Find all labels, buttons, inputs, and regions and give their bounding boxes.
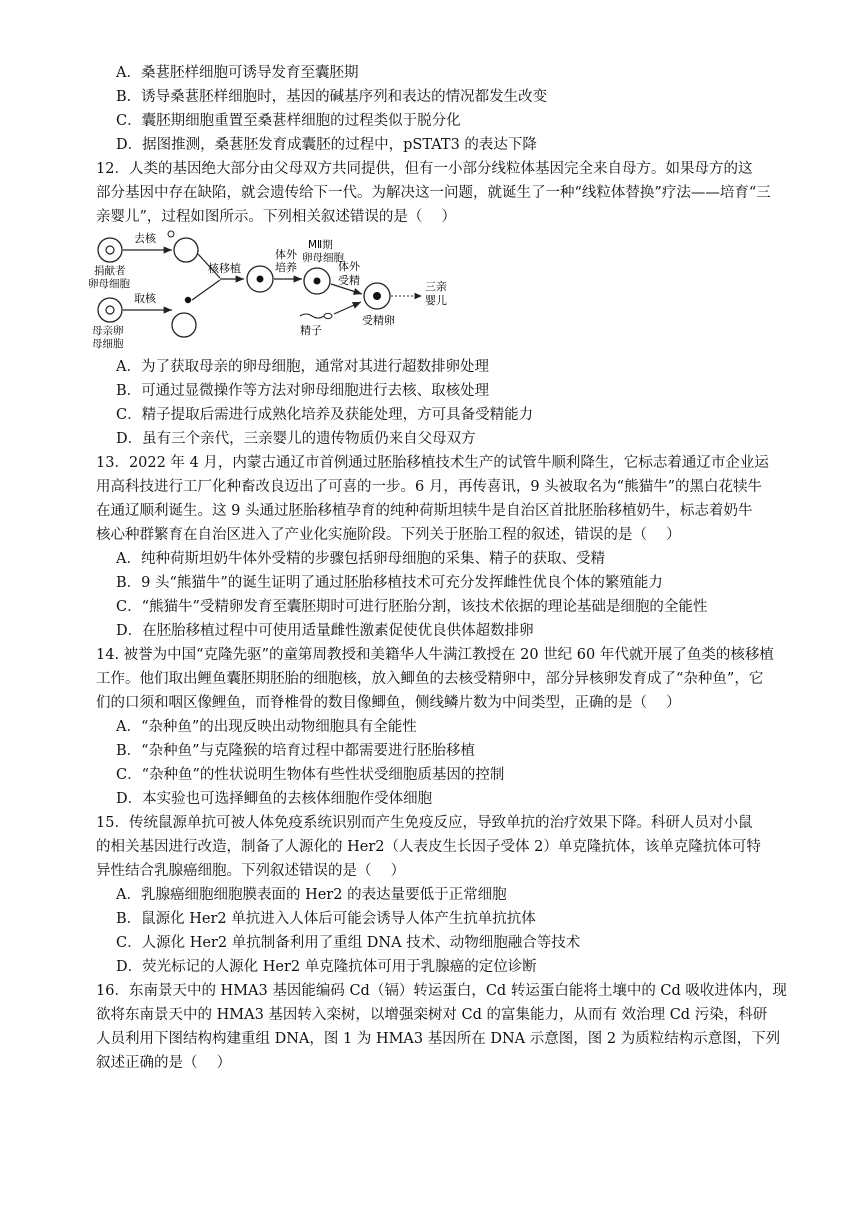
q15-option-b: B．鼠源化 Her2 单抗进入人体后可能会诱导人体产生抗单抗抗体 — [116, 911, 536, 927]
q12-option-a: A．为了获取母亲的卵母细胞，通常对其进行超数排卵处理 — [116, 359, 489, 375]
mii-label-2: 卵母细胞 — [302, 252, 344, 264]
nuclear-transfer-label: 核移植 — [208, 262, 241, 275]
mother-nucleus — [185, 297, 191, 303]
merge-line-bottom — [192, 280, 220, 300]
q13-stem-line-1: 13．2022 年 4 月，内蒙古通辽市首例通过胚胎移植技术生产的试管牛顺利降生，它标志着通辽市企业运 — [96, 455, 769, 471]
q15-stem-line-2: 的相关基因进行改造，制备了人源化的 Her2（人表皮生长因子受体 2）单克隆抗体，该单克隆抗体可特 — [96, 839, 761, 855]
sperm-tail — [300, 314, 324, 318]
enucleated-donor-egg — [174, 238, 198, 262]
take-nucleus-label: 取核 — [134, 292, 156, 305]
q14-option-c: C．“杂种鱼”的性状说明生物体有些性状受细胞质基因的控制 — [116, 767, 505, 783]
q15-option-a: A．乳腺癌细胞细胞膜表面的 Her2 的表达量要低于正常细胞 — [116, 887, 507, 903]
baby-label-2: 婴儿 — [425, 294, 447, 307]
q13-option-b: B．9 头“熊猫牛”的诞生证明了通过胚胎移植技术可充分发挥雌性优良个体的繁殖能力 — [116, 575, 663, 591]
mother-egg-label-1: 母亲卵 — [92, 325, 124, 337]
donor-egg-label-2: 卵母细胞 — [88, 278, 130, 290]
q13-option-c: C．“熊猫牛”受精卵发育至囊胚期时可进行胚胎分割，该技术依据的理论基础是细胞的全能性 — [116, 599, 708, 615]
q15-option-c: C．人源化 Her2 单抗制备利用了重组 DNA 技术、动物细胞融合等技术 — [116, 935, 581, 951]
q13-stem-line-2: 用高科技进行工厂化种畜改良迈出了可喜的一步。6 月，再传喜讯，9 头被取名为“熊猫牛”的黑白花犊牛 — [96, 479, 762, 495]
three-parent-baby-diagram — [80, 226, 480, 356]
mii-label-1: MⅡ期 — [308, 239, 333, 251]
q14-stem-line-1: 14. 被誉为中国“克隆先驱”的童第周教授和美籍华人牛满江教授在 20 世纪 60 年代就开展了鱼类的核移植 — [96, 647, 774, 663]
q15-stem-line-3: 异性结合乳腺癌细胞。下列叙述错误的是（ ） — [96, 863, 406, 879]
q14-option-a: A．“杂种鱼”的出现反映出动物细胞具有全能性 — [116, 719, 417, 735]
sperm-head — [324, 313, 332, 318]
q13-stem-line-4: 核心种群繁育在自治区进入了产业化实施阶段。下列关于胚胎工程的叙述，错误的是（ ） — [96, 527, 681, 543]
q12-option-c: C．精子提取后需进行成熟化培养及获能处理，方可具备受精能力 — [116, 407, 534, 423]
q16-stem-line-2: 欲将东南景天中的 HMA3 基因转入栾树，以增强栾树对 Cd 的富集能力，从而有 效治理 Cd 污染，科研 — [96, 1007, 768, 1023]
q12-option-d: D．虽有三个亲代，三亲婴儿的遗传物质仍来自父母双方 — [116, 431, 476, 447]
q12-option-b: B．可通过显微操作等方法对卵母细胞进行去核、取核处理 — [116, 383, 490, 399]
q13-stem-line-3: 在通辽顺利诞生。这 9 头通过胚胎移植孕育的纯种荷斯坦犊牛是自治区首批胚胎移植奶牛，标志着奶牛 — [96, 503, 753, 519]
fertilization-label-1: 体外 — [338, 260, 360, 273]
mother-egg-label-2: 母细胞 — [92, 338, 124, 350]
removed-nucleus — [168, 231, 174, 237]
q14-stem-line-2: 工作。他们取出鲤鱼囊胚期胚胎的细胞核，放入鲫鱼的去核受精卵中，部分异核卵发育成了“杂种鱼”，它 — [96, 671, 764, 687]
q16-stem-line-4: 叙述正确的是（ ） — [96, 1055, 232, 1071]
donor-egg-label-1: 捐献者 — [94, 265, 126, 277]
culture-label-2: 培养 — [275, 261, 297, 274]
q14-stem-line-3: 们的口须和咽区像鲤鱼，而脊椎骨的数目像鲫鱼，侧线鳞片数为中间类型，正确的是（ ） — [96, 695, 681, 711]
baby-label-1: 三亲 — [425, 280, 447, 293]
sperm-arrow — [334, 302, 361, 314]
q14-option-b: B．“杂种鱼”与克隆猴的培育过程中都需要进行胚胎移植 — [116, 743, 475, 759]
zygote-label: 受精卵 — [362, 314, 395, 327]
q12-stem-line-3: 亲婴儿”，过程如图所示。下列相关叙述错误的是（ ） — [96, 209, 457, 225]
q12-stem-line-2: 部分基因中存在缺陷，就会遗传给下一代。为解决这一问题，就诞生了一种“线粒体替换”疗法——培育“三 — [96, 185, 771, 201]
q13-option-d: D．在胚胎移植过程中可使用适量雌性激素促使优良供体超数排卵 — [116, 623, 534, 639]
q15-option-d: D．荧光标记的人源化 Her2 单克隆抗体可用于乳腺癌的定位诊断 — [116, 959, 537, 975]
mother-enucleated-egg — [172, 313, 196, 337]
sperm-label: 精子 — [300, 324, 322, 337]
mother-egg-cell — [98, 298, 122, 322]
q12-stem-line-1: 12．人类的基因绝大部分由父母双方共同提供，但有一小部分线粒体基因完全来自母方。如果母方的这 — [96, 161, 753, 177]
q16-stem-line-1: 16．东南景天中的 HMA3 基因能编码 Cd（镉）转运蛋白，Cd 转运蛋白能将土壤中的 Cd 吸收进体内，现 — [96, 983, 787, 999]
q11-option-c: C．囊胚期细胞重置至桑葚样细胞的过程类似于脱分化 — [116, 113, 461, 129]
q15-stem-line-1: 15．传统鼠源单抗可被人体免疫系统识别而产生免疫反应，导致单抗的治疗效果下降。科研人员对小鼠 — [96, 815, 753, 831]
donor-egg-cell — [98, 238, 122, 262]
q11-option-d: D．据图推测，桑葚胚发育成囊胚的过程中，pSTAT3 的表达下降 — [116, 137, 537, 153]
q16-stem-line-3: 人员利用下图结构构建重组 DNA，图 1 为 HMA3 基因所在 DNA 示意图，图 2 为质粒结构示意图，下列 — [96, 1031, 781, 1047]
q11-option-a: A．桑葚胚样细胞可诱导发育至囊胚期 — [116, 65, 359, 81]
culture-label-1: 体外 — [275, 248, 297, 261]
zygote — [364, 283, 390, 309]
q14-option-d: D．本实验也可选择鲫鱼的去核体细胞作受体细胞 — [116, 791, 433, 807]
fertilization-label-2: 受精 — [338, 274, 360, 287]
reconstructed-egg — [247, 266, 273, 292]
q13-option-a: A．纯种荷斯坦奶牛体外受精的步骤包括卵母细胞的采集、精子的获取、受精 — [116, 551, 605, 567]
remove-nucleus-label: 去核 — [134, 232, 156, 245]
q11-option-b: B．诱导桑葚胚样细胞时，基因的碱基序列和表达的情况都发生改变 — [116, 89, 548, 105]
mii-egg — [304, 268, 330, 294]
